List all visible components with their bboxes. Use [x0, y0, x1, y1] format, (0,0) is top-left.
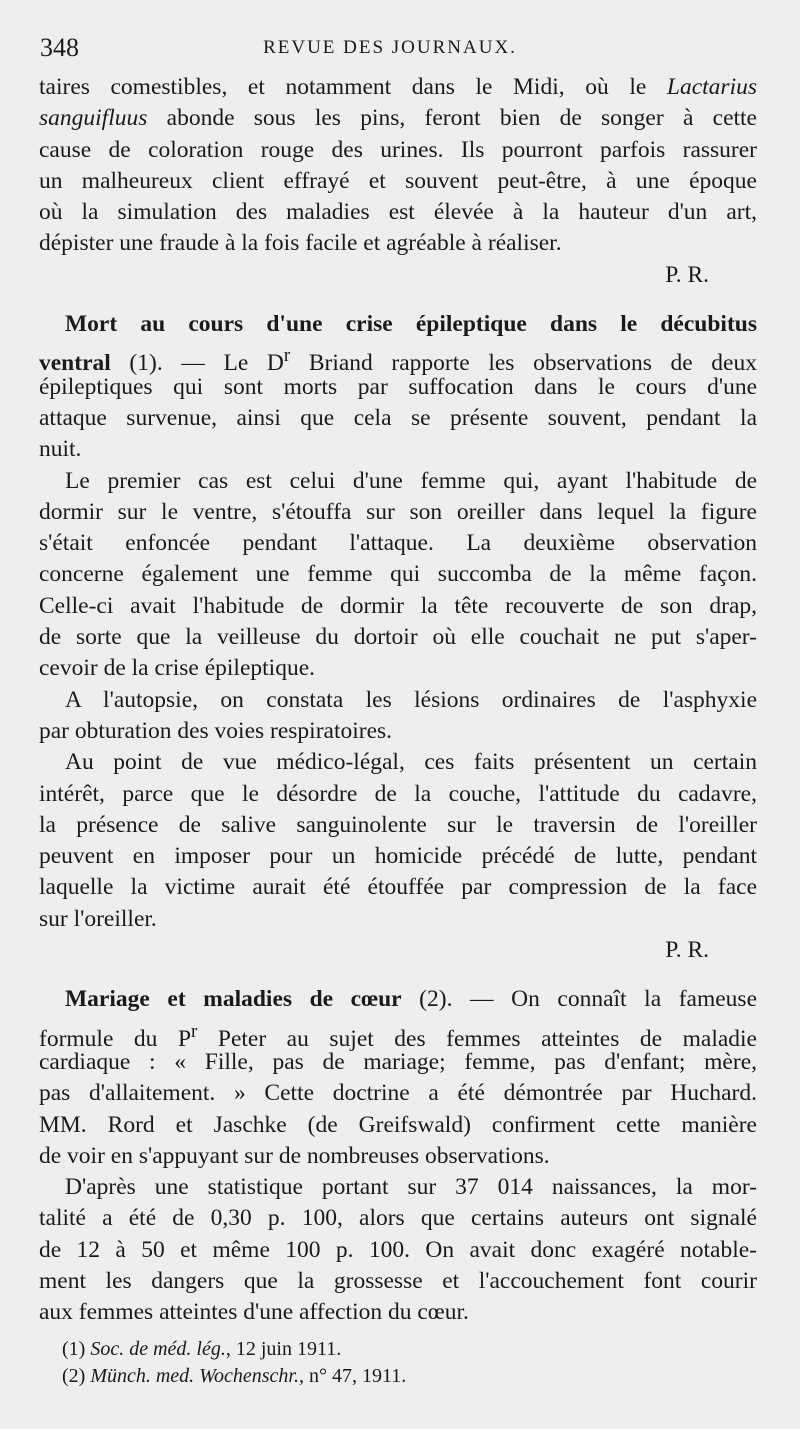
footnote: (2) Münch. med. Wochenschr., n° 47, 1911. — [62, 1365, 407, 1387]
text-line: MM. Rord et Jaschke (de Greifswald) confirment cette manière — [39, 1111, 757, 1138]
text-line: A l'autopsie, on constata les lésions ordinaires de l'asphyxie — [65, 686, 757, 713]
text-line: taires comestibles, et notamment dans le Midi, où le Lactarius — [39, 74, 757, 100]
text-line: Au point de vue médico-légal, ces faits présentent un certain — [65, 749, 757, 776]
text-line: aux femmes atteintes d'une affection du cœur. — [39, 1299, 469, 1326]
text-line: nuit. — [39, 436, 82, 463]
text-line: de sorte que la veilleuse du dortoir où elle couchait ne put s'aper- — [39, 624, 757, 651]
text-line: la présence de salive sanguinolente sur le traversin de l'oreiller — [39, 811, 757, 838]
text-line: de voir en s'appuyant sur de nombreuses observations. — [39, 1142, 550, 1169]
text-line: épileptiques qui sont morts par suffocation dans le cours d'une — [39, 373, 757, 400]
text-line: ment les dangers que la grossesse et l'accouchement font courir — [39, 1267, 757, 1294]
page-number: 348 — [40, 33, 79, 62]
text-line: attaque survenue, ainsi que cela se présente souvent, pendant la — [39, 404, 757, 431]
text-line: formule du $P^r$ Peter au sujet des femmes atteintes de maladie — [39, 1020, 757, 1052]
text-line: talité a été de 0,30 p. 100, alors que certains auteurs ont signalé — [39, 1205, 757, 1232]
footnotes — [62, 1336, 712, 1390]
text-line: sur l'oreiller. — [39, 905, 157, 932]
section-heading: Mort au cours d'une crise épileptique dans le décubitus — [65, 311, 757, 338]
text-line: cause de coloration rouge des urines. Ils pourront parfois rassurer — [39, 136, 757, 163]
text-line: par obturation des voies respiratoires. — [39, 717, 393, 744]
text-column — [39, 72, 757, 1329]
text-line: s'était enfoncée pendant l'attaque. La deuxième observation — [39, 530, 757, 557]
text-line: Celle-ci avait l'habitude de dormir la tête recouverte de son drap, — [39, 592, 757, 619]
text-line: laquelle la victime aurait été étouffée par compression de la face — [39, 874, 757, 901]
text-line: dormir sur le ventre, s'étouffa sur son oreiller dans lequel la figure — [39, 498, 757, 525]
text-line: un malheureux client effrayé et souvent peut-être, à une époque — [39, 167, 757, 194]
text-line: sanguifluus abonde sous les pins, feront bien de songer à cette — [39, 105, 757, 132]
text-line: peuvent en imposer pour un homicide précédé de lutte, pendant — [39, 843, 757, 870]
text-line: pas d'allaitement. » Cette doctrine a été démontrée par Huchard. — [39, 1080, 757, 1107]
author-signature: P. R. — [665, 261, 709, 288]
text-line: cardiaque : « Fille, pas de mariage; femme, pas d'enfant; mère, — [39, 1048, 757, 1075]
text-line: ventral (1). — Le $D^r$ Briand rapporte les observations de deux — [39, 345, 757, 377]
text-line: où la simulation des maladies est élevée à la hauteur d'un art, — [39, 199, 757, 226]
running-title: REVUE DES JOURNAUX. — [263, 37, 517, 58]
author-signature: P. R. — [665, 937, 709, 964]
text-line: cevoir de la crise épileptique. — [39, 655, 315, 682]
text-line: D'après une statistique portant sur 37 014 naissances, la mor- — [65, 1174, 757, 1201]
text-line: dépister une fraude à la fois facile et agréable à réaliser. — [39, 230, 562, 257]
footnote: (1) Soc. de méd. lég., 12 juin 1911. — [62, 1338, 342, 1360]
text-line: concerne également une femme qui succomba de la même façon. — [39, 561, 757, 588]
page-header — [40, 33, 740, 65]
text-line: intérêt, parce que le désordre de la couche, l'attitude du cadavre, — [39, 780, 757, 807]
text-line: de 12 à 50 et même 100 p. 100. On avait donc exagéré notable- — [39, 1236, 757, 1263]
section-heading: Mariage et maladies de cœur (2). — On connaît la fameuse — [65, 986, 757, 1013]
text-line: Le premier cas est celui d'une femme qui, ayant l'habitude de — [65, 467, 757, 494]
